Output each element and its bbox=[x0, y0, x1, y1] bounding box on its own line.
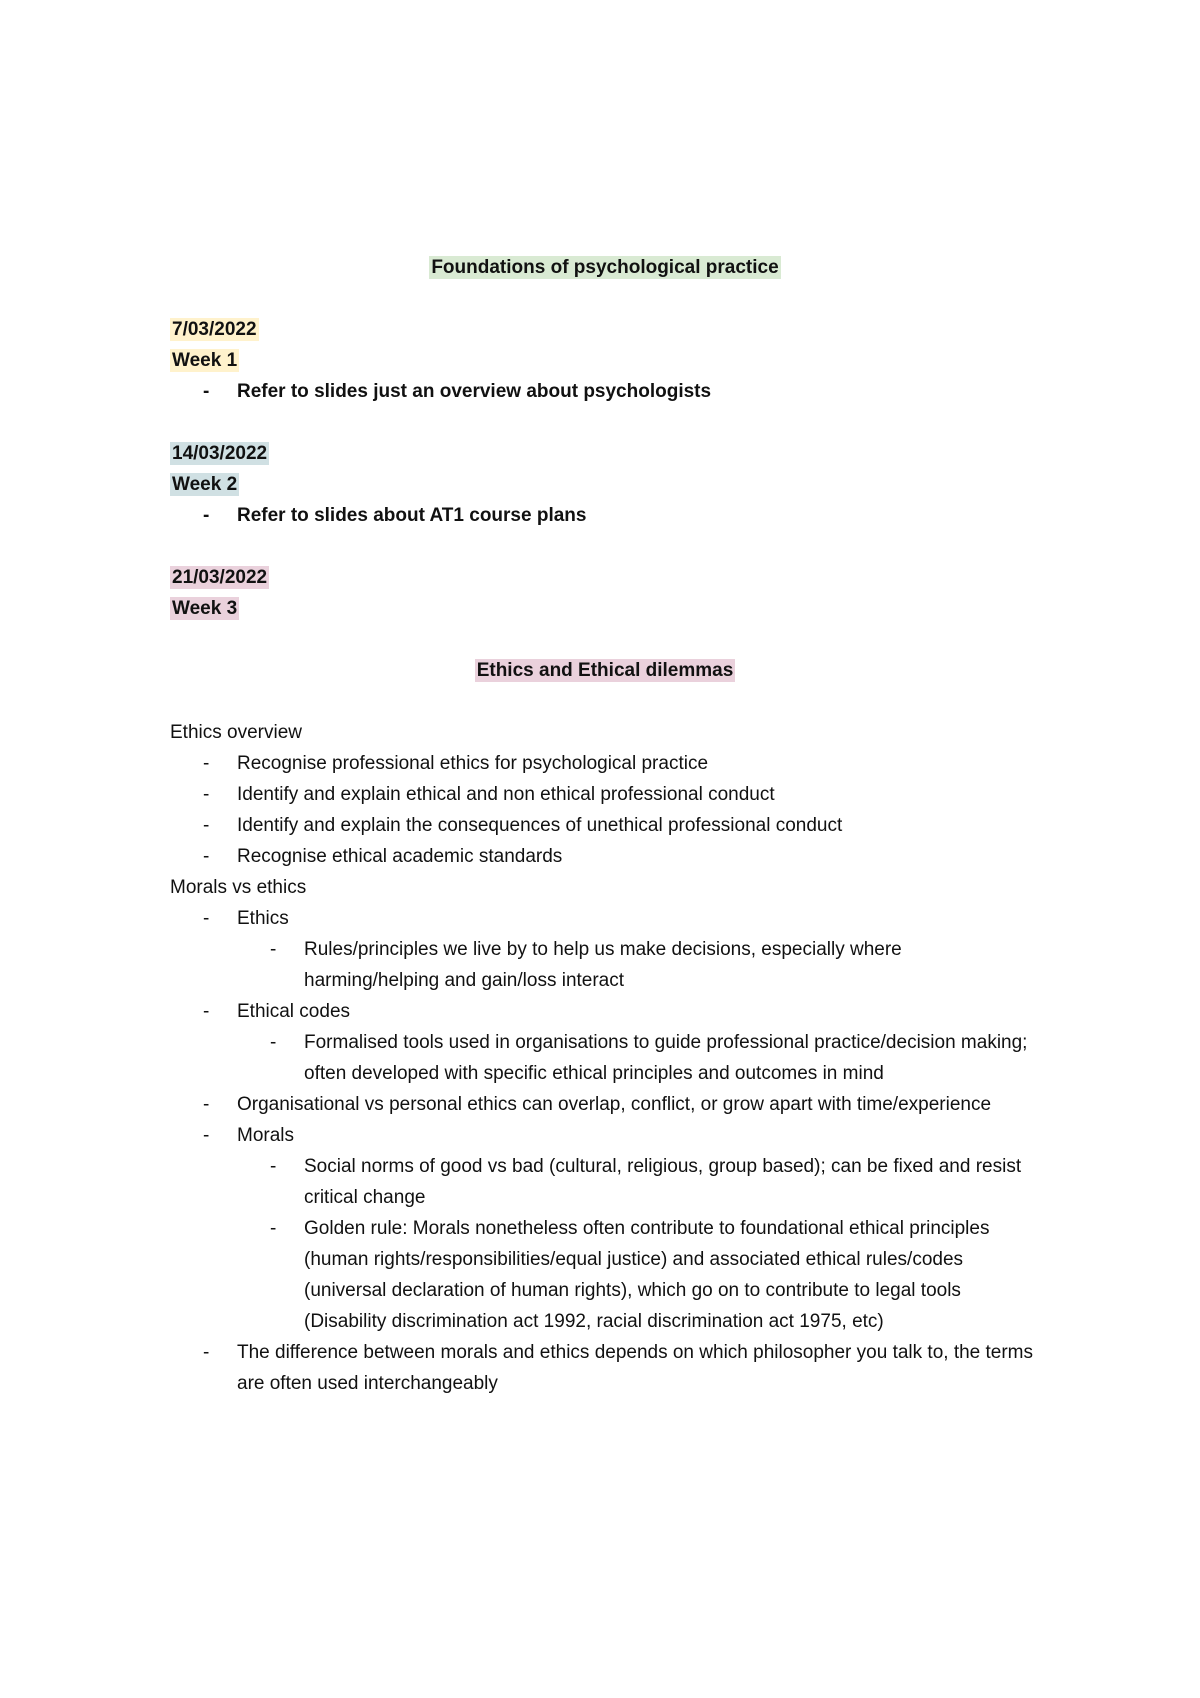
list-item bbox=[170, 841, 1040, 872]
dash-bullet: - bbox=[203, 846, 210, 867]
week-1-note bbox=[170, 376, 1040, 407]
sub-list-item bbox=[170, 1151, 1040, 1213]
document-title: Foundations of psychological practice bbox=[431, 257, 779, 278]
sub-list-item bbox=[170, 1027, 1040, 1089]
sub-list-item-text: Formalised tools used in organisations to guide professional practice/decision making; often developed with specific ethical principles and outcomes in mind bbox=[304, 1032, 1028, 1084]
week-2-label: Week 2 bbox=[172, 474, 238, 495]
spacer bbox=[170, 407, 1040, 438]
section-title-line bbox=[170, 655, 1040, 686]
dash-bullet: - bbox=[203, 1125, 210, 1146]
dash-bullet: - bbox=[270, 1032, 277, 1053]
spacer bbox=[170, 283, 1040, 314]
sub-list-item bbox=[170, 934, 1040, 996]
week-1-label-line bbox=[170, 345, 1040, 376]
list-item-text: Identify and explain ethical and non ethical professional conduct bbox=[237, 784, 775, 805]
list-item-text: Identify and explain the consequences of unethical professional conduct bbox=[237, 815, 843, 836]
list-item-text: Recognise ethical academic standards bbox=[237, 846, 563, 867]
list-item-text: The difference between morals and ethics depends on which philosopher you talk to, the terms are often used interchangeably bbox=[237, 1342, 1034, 1394]
dash-bullet: - bbox=[203, 1001, 210, 1022]
ethics-overview-heading: Ethics overview bbox=[170, 722, 302, 743]
list-item-text: Ethical codes bbox=[237, 1001, 351, 1022]
week-3-date-line bbox=[170, 562, 1040, 593]
dash-bullet: - bbox=[203, 908, 210, 929]
morals-vs-ethics-heading: Morals vs ethics bbox=[170, 877, 307, 898]
dash-bullet: - bbox=[270, 1156, 277, 1177]
list-item-text: Morals bbox=[237, 1125, 295, 1146]
dash-bullet: - bbox=[270, 939, 277, 960]
week-3-date: 21/03/2022 bbox=[172, 567, 268, 588]
list-item-text: Organisational vs personal ethics can overlap, conflict, or grow apart with time/experience bbox=[237, 1094, 992, 1115]
list-item-difference bbox=[170, 1337, 1040, 1399]
sub-list-item-text: Rules/principles we live by to help us make decisions, especially where harming/helping and gain/loss interact bbox=[304, 939, 902, 991]
dash-bullet: - bbox=[203, 1094, 210, 1115]
spacer bbox=[170, 531, 1040, 562]
list-item bbox=[170, 779, 1040, 810]
dash-bullet: - bbox=[203, 505, 210, 526]
sub-list-item-text: Golden rule: Morals nonetheless often contribute to foundational ethical principles (human rights/responsibilities/equal justice) and associated ethical rules/codes (universal declaration of human rights), which go on to contribute to legal tools (Disability discrimination act 1992, racial discrimination act 1975, etc) bbox=[304, 1218, 990, 1332]
list-item bbox=[170, 748, 1040, 779]
sub-list-item-text: Social norms of good vs bad (cultural, religious, group based); can be fixed and resist critical change bbox=[304, 1156, 1022, 1208]
list-item-ethical-codes bbox=[170, 996, 1040, 1027]
dash-bullet: - bbox=[203, 815, 210, 836]
week-3-label-line bbox=[170, 593, 1040, 624]
week-2-date-line bbox=[170, 438, 1040, 469]
dash-bullet: - bbox=[203, 753, 210, 774]
list-item-organisational bbox=[170, 1089, 1040, 1120]
week-2-date: 14/03/2022 bbox=[172, 443, 268, 464]
list-item-text: Recognise professional ethics for psychological practice bbox=[237, 753, 709, 774]
spacer bbox=[170, 624, 1040, 655]
week-1-label: Week 1 bbox=[172, 350, 238, 371]
week-1-note-text: Refer to slides just an overview about psychologists bbox=[237, 381, 712, 402]
week-3-label: Week 3 bbox=[172, 598, 238, 619]
list-item-ethics bbox=[170, 903, 1040, 934]
dash-bullet: - bbox=[203, 1342, 210, 1363]
week-2-note-text: Refer to slides about AT1 course plans bbox=[237, 505, 587, 526]
week-1-date: 7/03/2022 bbox=[172, 319, 257, 340]
dash-bullet: - bbox=[203, 381, 210, 402]
dash-bullet: - bbox=[203, 784, 210, 805]
list-item bbox=[170, 810, 1040, 841]
dash-bullet: - bbox=[270, 1218, 277, 1239]
list-item-morals bbox=[170, 1120, 1040, 1151]
document-content bbox=[170, 252, 1040, 1399]
title-line bbox=[170, 252, 1040, 283]
list-item-text: Ethics bbox=[237, 908, 289, 929]
week-1-date-line bbox=[170, 314, 1040, 345]
sub-list-item bbox=[170, 1213, 1040, 1337]
week-2-label-line bbox=[170, 469, 1040, 500]
section-title: Ethics and Ethical dilemmas bbox=[476, 660, 734, 681]
week-2-note bbox=[170, 500, 1040, 531]
spacer bbox=[170, 686, 1040, 717]
